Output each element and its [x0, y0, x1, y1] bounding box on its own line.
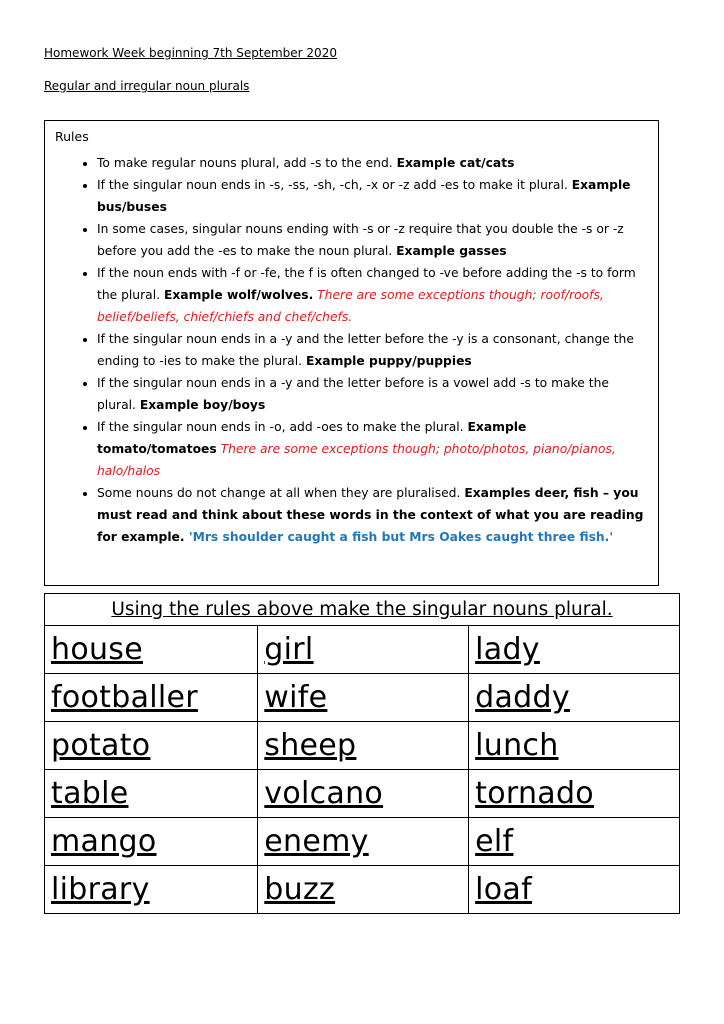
noun-cell: mango — [45, 818, 258, 866]
rule-item: • If the singular noun ends in a -y and the letter before is a vowel add -s to make the plural. Example boy/boys — [97, 372, 650, 416]
noun-cell: lunch — [469, 722, 680, 770]
noun-cell: volcano — [258, 770, 469, 818]
rules-heading: Rules — [55, 129, 89, 144]
rule-item: • If the singular noun ends in a -y and the letter before the -y is a consonant, change the ending to -ies to make the plural. Example puppy/puppies — [97, 328, 650, 372]
noun-cell: potato — [45, 722, 258, 770]
table-row — [45, 626, 680, 674]
noun-cell: footballer — [45, 674, 258, 722]
noun-cell: sheep — [258, 722, 469, 770]
rule-item: • If the singular noun ends in -o, add -oes to make the plural. Example tomato/tomatoes There are some exceptions though; photo/photos, piano/pianos, halo/halos — [97, 416, 650, 482]
rules-list — [53, 152, 650, 548]
page-title: Homework Week beginning 7th September 2020 — [44, 46, 337, 60]
rule-item: • To make regular nouns plural, add -s to the end. Example cat/cats — [97, 152, 650, 174]
table-row — [45, 866, 680, 914]
rule-item: • Some nouns do not change at all when they are pluralised. Examples deer, fish – you must read and think about these words in the context of what you are reading for example. 'Mrs shoulder caught a fish but Mrs Oakes caught three fish.' — [97, 482, 650, 548]
noun-cell: girl — [258, 626, 469, 674]
exception-note: There are some exceptions though; roof/roofs, belief/beliefs, chief/chiefs and chef/chefs. — [97, 288, 604, 324]
noun-cell: table — [45, 770, 258, 818]
table-row — [45, 770, 680, 818]
exception-note: There are some exceptions though; photo/photos, piano/pianos, halo/halos — [97, 442, 616, 478]
noun-cell: house — [45, 626, 258, 674]
exercise-instruction: Using the rules above make the singular nouns plural. — [45, 594, 680, 626]
rule-item: • In some cases, singular nouns ending with -s or -z require that you double the -s or -z before you add the -es to make the noun plural. Example gasses — [97, 218, 650, 262]
noun-cell: wife — [258, 674, 469, 722]
rules-box — [44, 120, 659, 586]
noun-cell: buzz — [258, 866, 469, 914]
rule-item: • If the singular noun ends in -s, -ss, -sh, -ch, -x or -z add -es to make it plural. Example bus/buses — [97, 174, 650, 218]
noun-cell: tornado — [469, 770, 680, 818]
table-row — [45, 674, 680, 722]
noun-cell: daddy — [469, 674, 680, 722]
noun-cell: library — [45, 866, 258, 914]
noun-exercise-table — [44, 593, 680, 914]
table-row — [45, 722, 680, 770]
noun-cell: enemy — [258, 818, 469, 866]
noun-cell: loaf — [469, 866, 680, 914]
example-quote: 'Mrs shoulder caught a fish but Mrs Oakes caught three fish.' — [188, 530, 614, 544]
page-subtitle: Regular and irregular noun plurals — [44, 79, 250, 93]
rule-item: • If the noun ends with -f or -fe, the f is often changed to -ve before adding the -s to form the plural. Example wolf/wolves. There are some exceptions though; roof/roofs, belief/beliefs, chief/chiefs and chef/chefs. — [97, 262, 650, 328]
noun-cell: lady — [469, 626, 680, 674]
table-row — [45, 818, 680, 866]
noun-cell: elf — [469, 818, 680, 866]
